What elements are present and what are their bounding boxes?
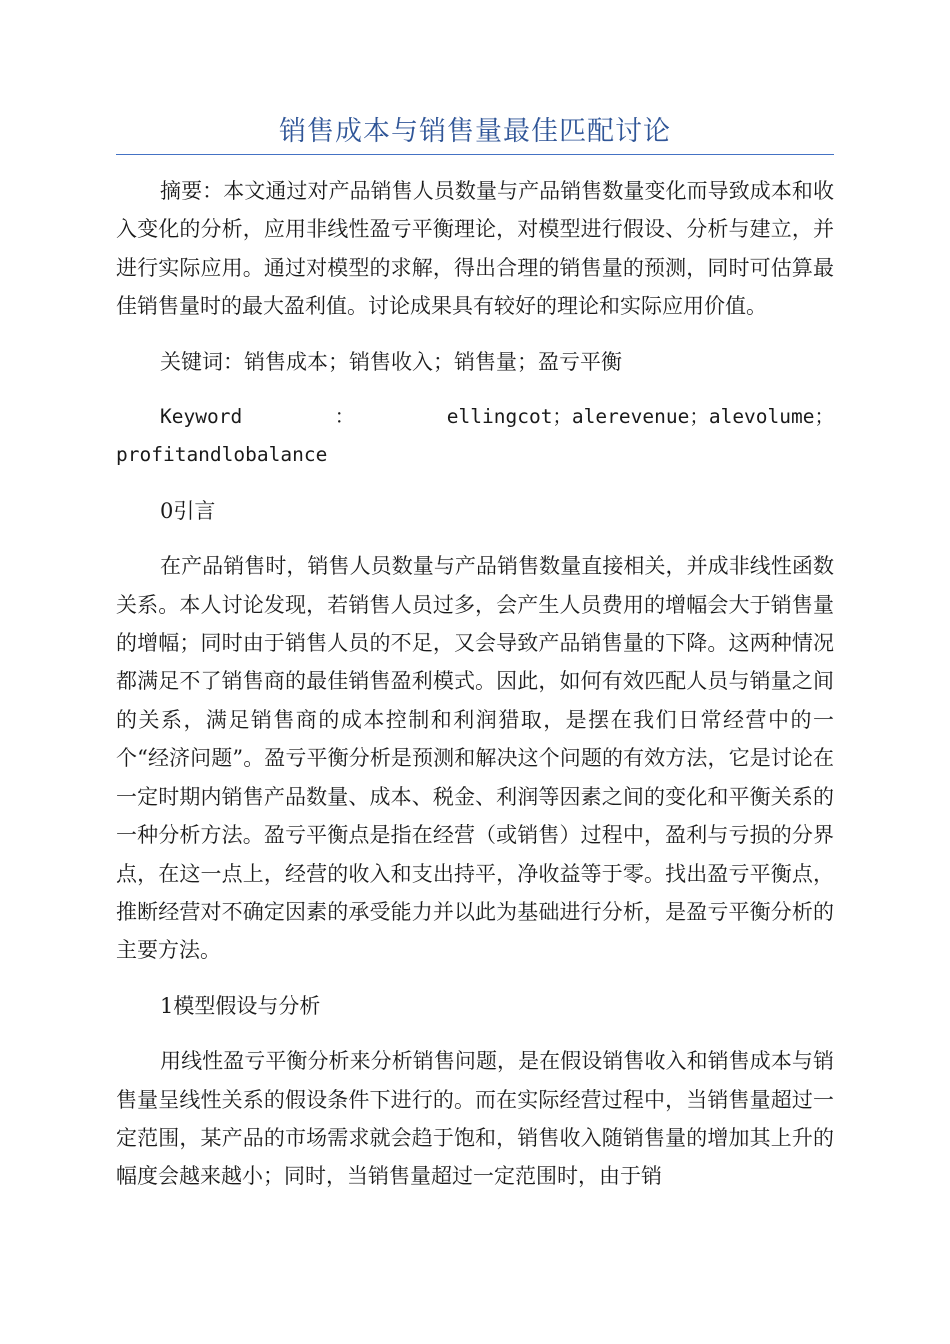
keywords-chinese: 关键词：销售成本；销售收入；销售量；盈亏平衡 [160, 349, 622, 374]
document-title: 销售成本与销售量最佳匹配讨论 [279, 116, 671, 147]
document-body [116, 172, 834, 1213]
section-1-heading: 1模型假设与分析 [160, 993, 321, 1018]
section-0-paragraph: 在产品销售时，销售人员数量与产品销售数量直接相关，并成非线性函数关系。本人讨论发现，若销售人员过多，会产生人员费用的增幅会大于销售量的增幅；同时由于销售人员的不足，又会导致产品销售量的下降。这两种情况都满足不了销售商的最佳销售盈利模式。因此，如何有效匹配人员与销量之间的关系，满足销售商的成本控制和利润猎取，是摆在我们日常经营中的一个“经济问题”。盈亏平衡分析是预测和解决这个问题的有效方法，它是讨论在一定时期内销售产品数量、成本、税金、利润等因素之间的变化和平衡关系的一种分析方法。盈亏平衡点是指在经营（或销售）过程中，盈利与亏损的分界点，在这一点上，经营的收入和支出持平，净收益等于零。找出盈亏平衡点，推断经营对不确定因素的承受能力并以此为基础进行分析，是盈亏平衡分析的主要方法。 [116, 554, 834, 963]
abstract-paragraph: 摘要：本文通过对产品销售人员数量与产品销售数量变化而导致成本和收入变化的分析，应用非线性盈亏平衡理论，对模型进行假设、分析与建立，并进行实际应用。通过对模型的求解，得出合理的销售量的预测，同时可估算最佳销售量时的最大盈利值。讨论成果具有较好的理论和实际应用价值。 [116, 179, 834, 319]
keywords-english: Keyword：ellingcot；alerevenue；alevolume；profitandlobalance [116, 405, 834, 467]
title-underline [116, 154, 834, 155]
section-0-heading: 0引言 [160, 498, 216, 523]
section-1-paragraph: 用线性盈亏平衡分析来分析销售问题，是在假设销售收入和销售成本与销售量呈线性关系的假设条件下进行的。而在实际经营过程中，当销售量超过一定范围，某产品的市场需求就会趋于饱和，销售收入随销售量的增加其上升的幅度会越来越小；同时，当销售量超过一定范围时，由于销 [116, 1049, 834, 1189]
